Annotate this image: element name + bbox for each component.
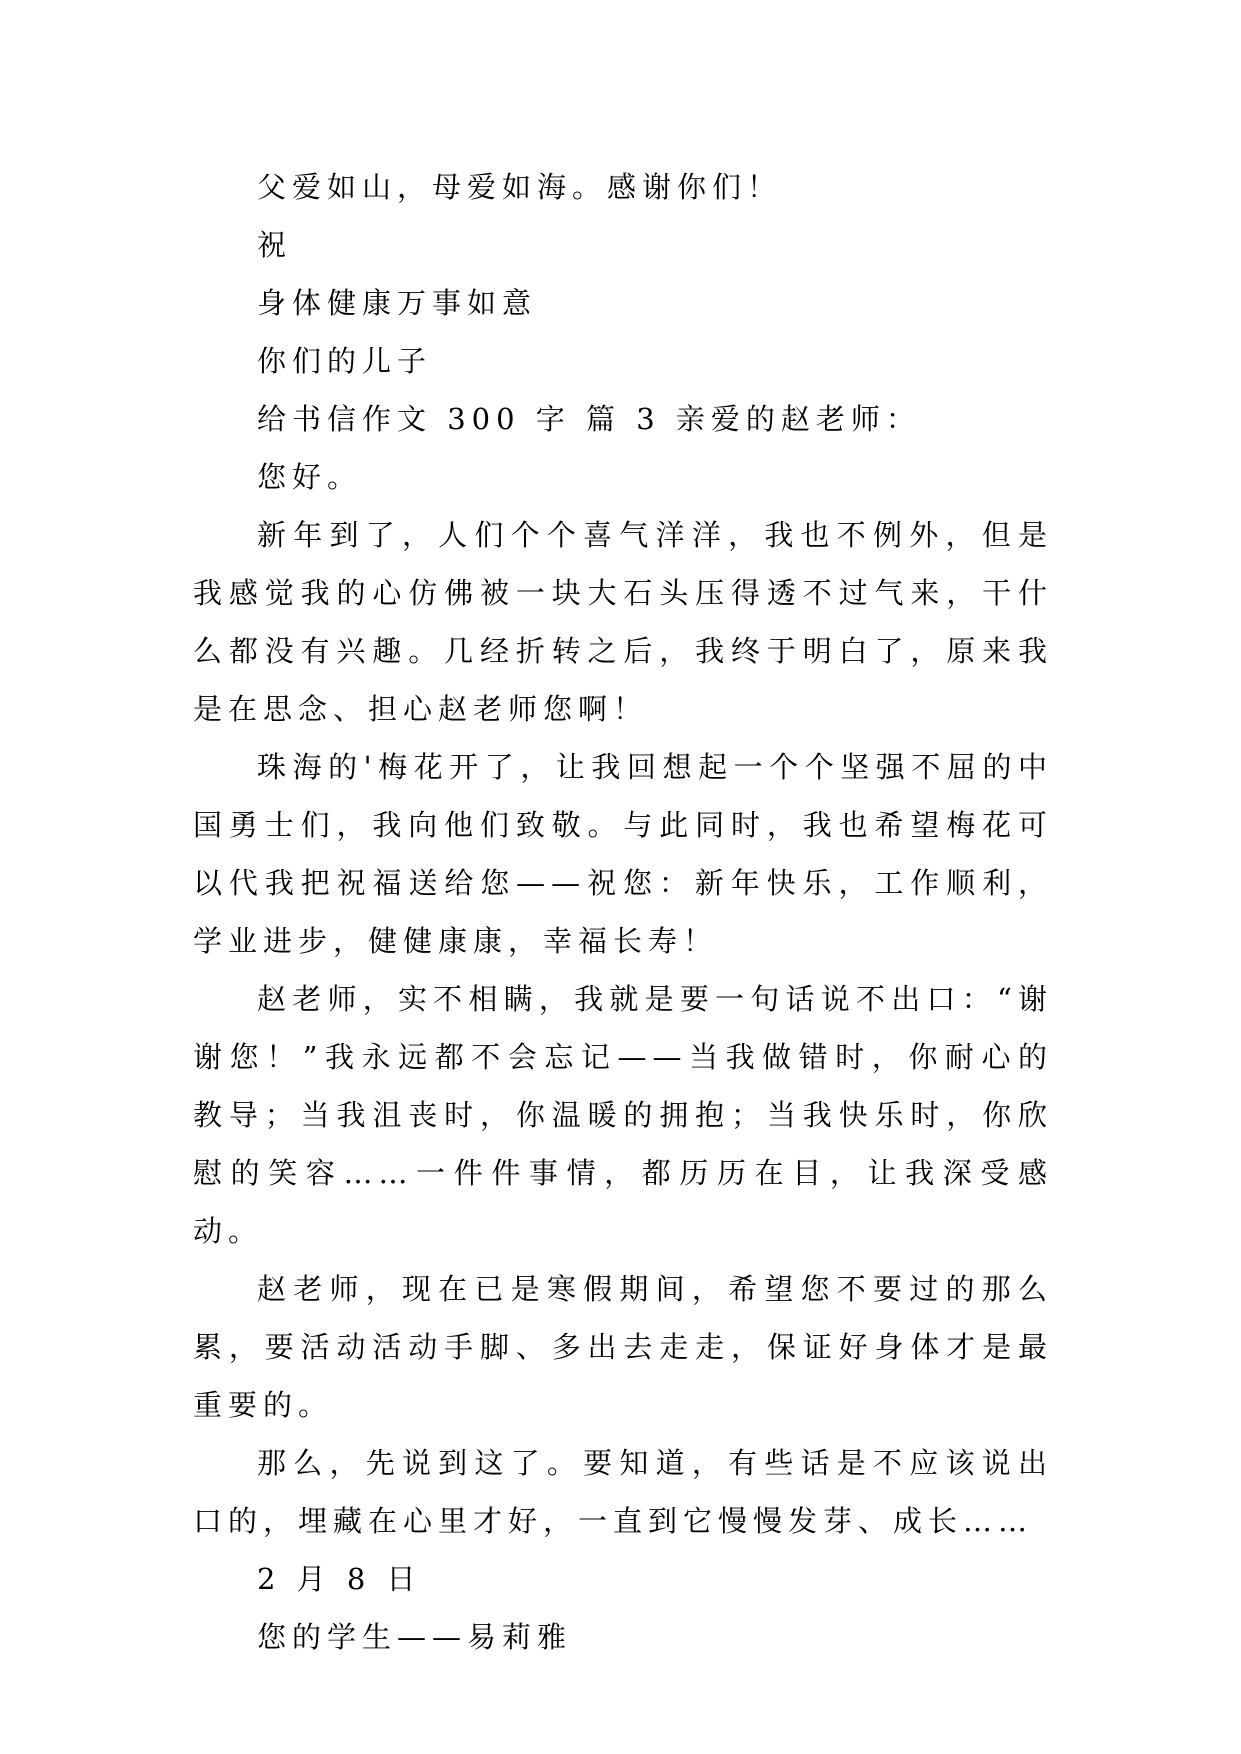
closing-line: 父爱如山，母爱如海。感谢你们！ bbox=[257, 170, 783, 204]
section-heading: 给书信作文 300 字 篇 3 亲爱的赵老师： bbox=[257, 402, 921, 436]
paragraph: 珠海的'梅花开了，让我回想起一个个坚强不屈的中国勇士们，我向他们致敬。与此同时，我也希望梅花可以代我把祝福送给您——祝您：新年快乐，工作顺利，学业进步，健健康康，幸福长寿！ bbox=[193, 750, 1053, 958]
paragraph: 那么，先说到这了。要知道，有些话是不应该说出口的，埋藏在心里才好，一直到它慢慢发芽、成长…… bbox=[193, 1446, 1053, 1538]
letter-signature: 您的学生——易莉雅 bbox=[257, 1620, 573, 1654]
blessing-text: 身体健康万事如意 bbox=[257, 286, 538, 320]
paragraph: 新年到了，人们个个喜气洋洋，我也不例外，但是我感觉我的心仿佛被一块大石头压得透不过气来，干什么都没有兴趣。几经折转之后，我终于明白了，原来我是在思念、担心赵老师您啊！ bbox=[193, 518, 1053, 726]
letter-date: 2 月 8 日 bbox=[257, 1562, 422, 1596]
blessing-word: 祝 bbox=[257, 228, 293, 262]
paragraph: 赵老师，现在已是寒假期间，希望您不要过的那么累，要活动活动手脚、多出去走走，保证好身体才是最重要的。 bbox=[193, 1272, 1053, 1422]
greeting: 您好。 bbox=[257, 460, 363, 494]
letter-body bbox=[193, 158, 1053, 1666]
paragraph: 赵老师，实不相瞒，我就是要一句话说不出口：“谢谢您！”我永远都不会忘记——当我做错时，你耐心的教导；当我沮丧时，你温暖的拥抱；当我快乐时，你欣慰的笑容……一件件事情，都历历在目，让我深受感动。 bbox=[193, 982, 1053, 1248]
signature-son: 你们的儿子 bbox=[257, 344, 433, 378]
